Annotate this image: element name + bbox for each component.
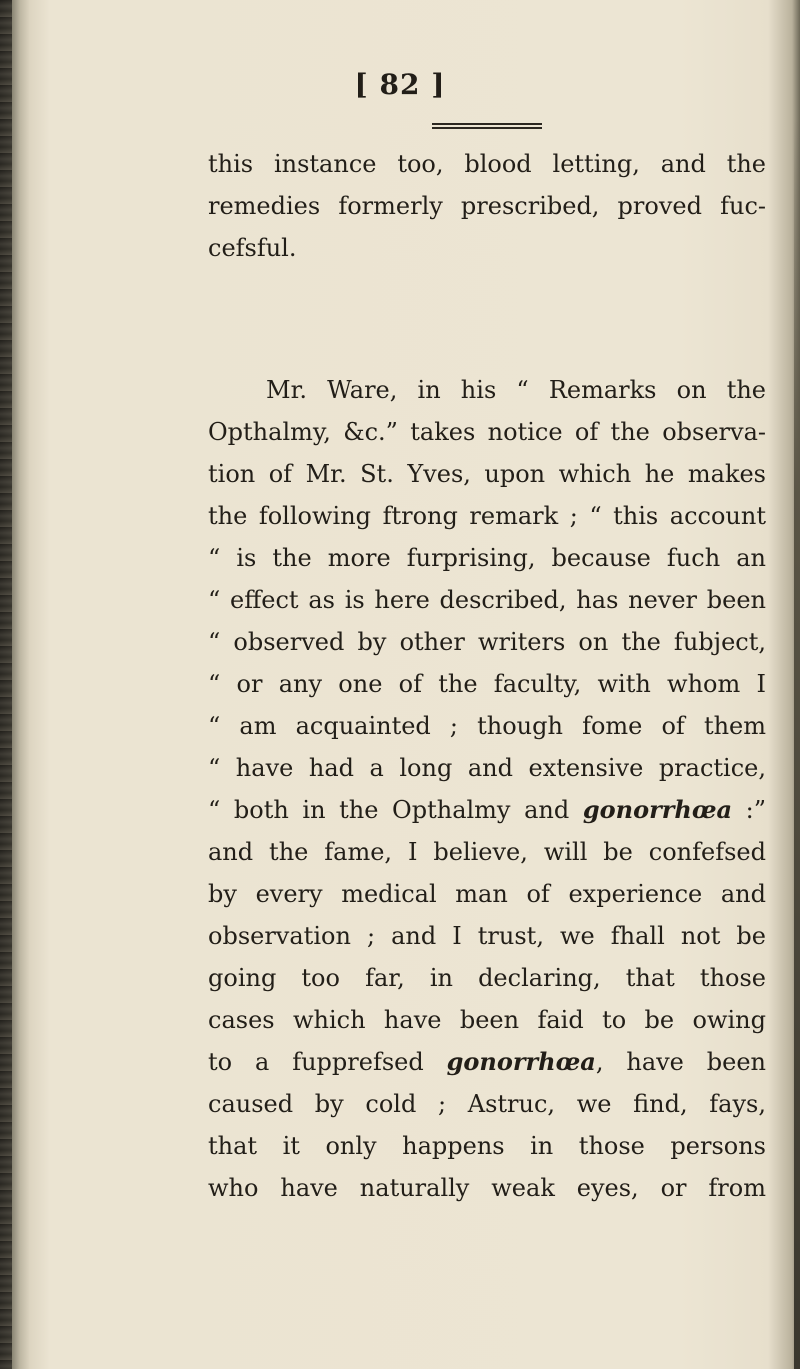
page-number-header: [ 82 ] bbox=[354, 68, 446, 101]
text-line: “ or any one of the faculty, with whom I bbox=[208, 670, 766, 698]
text-line-with-italic bbox=[208, 789, 766, 831]
text-line: observation ; and I trust, we fhall not be bbox=[208, 922, 766, 950]
text-line: tion of Mr. St. Yves, upon which he makes bbox=[208, 460, 766, 488]
page-right-edge bbox=[794, 120, 800, 1369]
text-line: “ effect as is here described, has never been bbox=[208, 586, 766, 614]
text-line: Mr. Ware, in his “ Remarks on the bbox=[266, 376, 766, 404]
text-line: going too far, in declaring, that those bbox=[208, 964, 766, 992]
text-line: cases which have been faid to be owing bbox=[208, 1006, 766, 1034]
italic-term: gonorrhœa bbox=[446, 1047, 596, 1076]
book-binding-edge bbox=[0, 0, 12, 1369]
text-line: and the fame, I believe, will be confefsed bbox=[208, 838, 766, 866]
header-rule bbox=[432, 123, 542, 132]
text-line-with-italic bbox=[208, 1041, 766, 1083]
text-segment: , have been bbox=[595, 1048, 767, 1076]
text-segment: :” bbox=[732, 796, 767, 824]
italic-term: gonorrhœa bbox=[582, 795, 733, 824]
text-segment: “ both in the Opthalmy and bbox=[208, 796, 583, 824]
text-line: who have naturally weak eyes, or from bbox=[208, 1174, 766, 1202]
text-line: caused by cold ; Astruc, we find, fays, bbox=[208, 1090, 766, 1118]
text-line: cefsful. bbox=[208, 234, 297, 262]
text-line: that it only happens in those persons bbox=[208, 1132, 766, 1160]
text-line: “ is the more furprising, because fuch an bbox=[208, 544, 766, 572]
body-text bbox=[208, 143, 766, 1209]
text-line: “ observed by other writers on the fubject, bbox=[208, 628, 766, 656]
text-segment: to a fupprefsed bbox=[208, 1048, 447, 1076]
paragraph-2 bbox=[208, 369, 766, 1209]
text-line: “ have had a long and extensive practice, bbox=[208, 754, 766, 782]
text-line: “ am acquainted ; though fome of them bbox=[208, 712, 766, 740]
text-line: remedies formerly prescribed, proved fuc- bbox=[208, 192, 766, 220]
paragraph-1 bbox=[208, 143, 766, 269]
text-line: this instance too, blood letting, and the bbox=[208, 150, 766, 178]
text-line: by every medical man of experience and bbox=[208, 880, 766, 908]
text-line: Opthalmy, &c.” takes notice of the observa- bbox=[208, 418, 766, 446]
text-line: the following ftrong remark ; “ this account bbox=[208, 502, 766, 530]
paragraph-gap bbox=[208, 269, 766, 369]
